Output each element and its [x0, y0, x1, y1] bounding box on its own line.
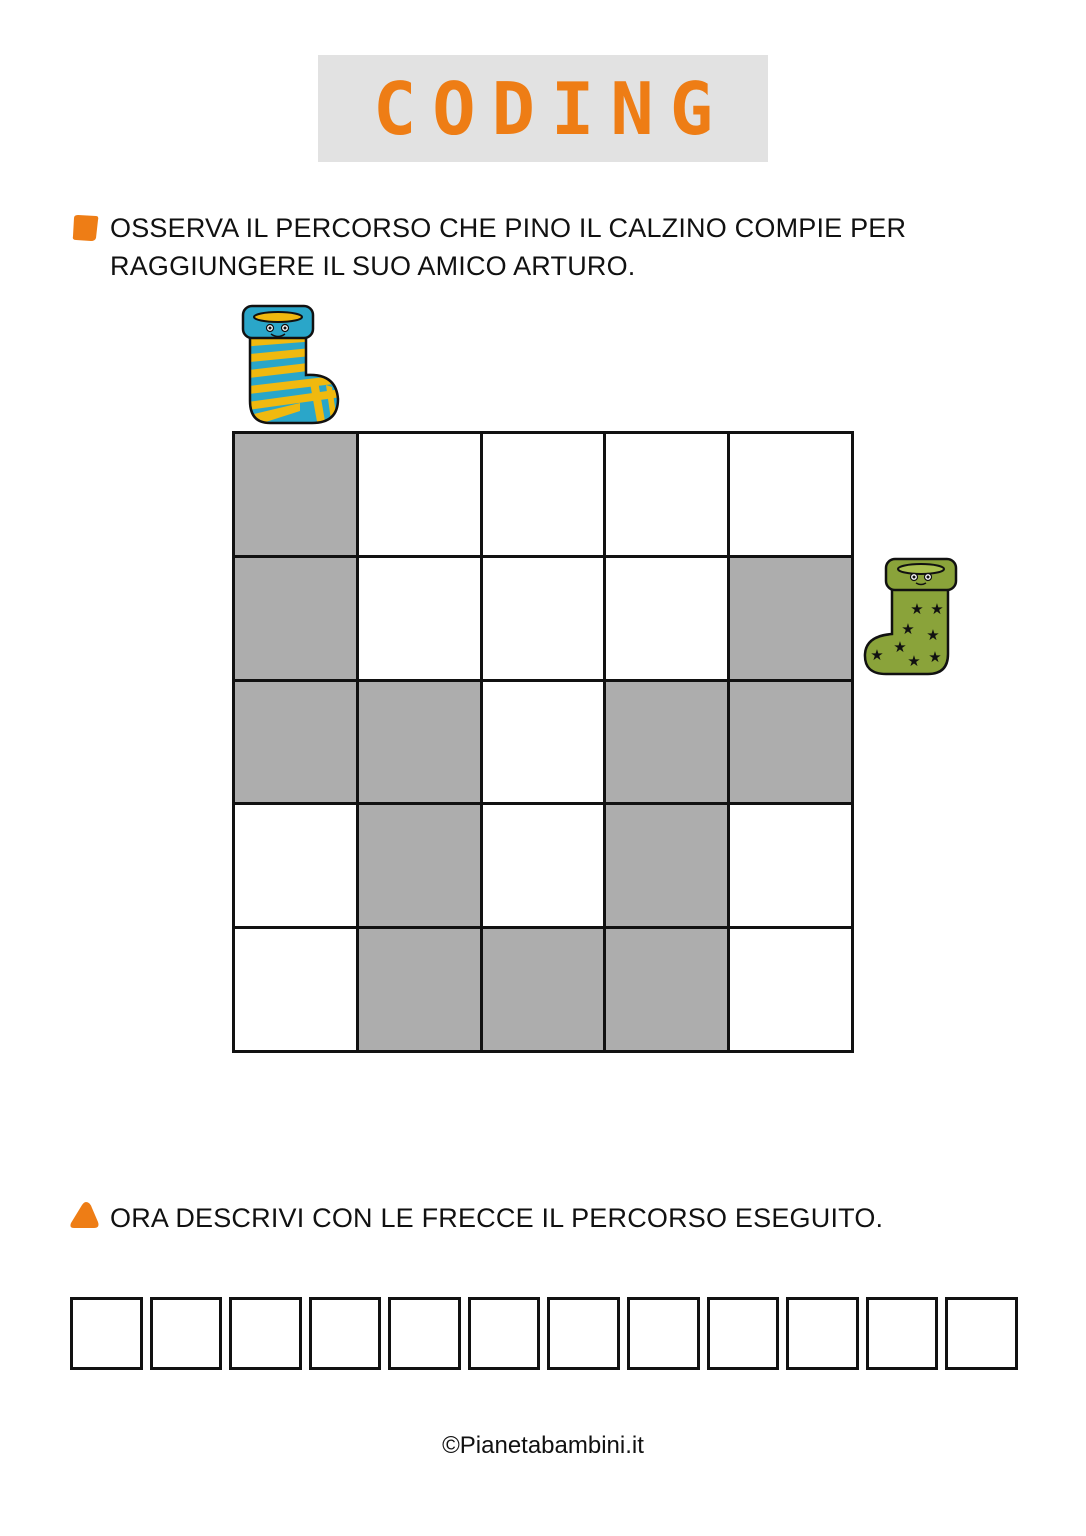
footer-copyright: ©Pianetabambini.it [442, 1432, 644, 1459]
grid-cell [235, 929, 356, 1050]
svg-text:★: ★ [926, 626, 940, 644]
grid-cell [483, 682, 604, 803]
grid-cell [606, 434, 727, 555]
svg-text:★: ★ [870, 646, 884, 664]
instruction-1-line-2: RAGGIUNGERE IL SUO AMICO ARTURO. [110, 251, 636, 281]
answer-box[interactable] [309, 1297, 382, 1370]
answer-box[interactable] [627, 1297, 700, 1370]
svg-text:★: ★ [893, 638, 907, 656]
answer-boxes [70, 1297, 1018, 1370]
grid-cell-shaded [235, 558, 356, 679]
svg-text:★: ★ [910, 600, 924, 618]
answer-box[interactable] [70, 1297, 143, 1370]
grid-cell [483, 558, 604, 679]
orange-square-bullet-icon [70, 213, 100, 243]
grid-cell-shaded [235, 434, 356, 555]
title-banner [318, 55, 768, 162]
svg-text:★: ★ [930, 600, 944, 618]
instruction-2: ORA DESCRIVI CON LE FRECCE IL PERCORSO ESEGUITO. [110, 1203, 884, 1233]
svg-text:★: ★ [901, 620, 915, 638]
grid-cell-shaded [606, 682, 727, 803]
grid-cell [606, 558, 727, 679]
grid-cell-shaded [606, 805, 727, 926]
grid-cell [730, 929, 851, 1050]
answer-box[interactable] [866, 1297, 939, 1370]
path-grid [232, 431, 854, 1053]
answer-box[interactable] [388, 1297, 461, 1370]
grid-cell [483, 434, 604, 555]
grid-cell [359, 558, 480, 679]
svg-text:★: ★ [928, 648, 942, 666]
answer-box[interactable] [150, 1297, 223, 1370]
grid-cell [730, 805, 851, 926]
grid-cell [730, 434, 851, 555]
grid-cell-shaded [359, 682, 480, 803]
grid-cell-shaded [730, 558, 851, 679]
grid-cell-shaded [483, 929, 604, 1050]
answer-box[interactable] [547, 1297, 620, 1370]
grid-cell-shaded [606, 929, 727, 1050]
orange-triangle-bullet-icon [68, 1200, 100, 1230]
grid-cell [359, 434, 480, 555]
grid-cell-shaded [235, 682, 356, 803]
grid-cell [483, 805, 604, 926]
grid-cell-shaded [359, 805, 480, 926]
answer-box[interactable] [468, 1297, 541, 1370]
answer-box[interactable] [945, 1297, 1018, 1370]
green-star-sock-icon [862, 556, 960, 680]
svg-text:★: ★ [907, 652, 921, 670]
striped-sock-icon [240, 303, 342, 427]
instruction-1-line-1: OSSERVA IL PERCORSO CHE PINO IL CALZINO COMPIE PER [110, 213, 907, 243]
instruction-1 [110, 209, 906, 285]
grid-cell-shaded [730, 682, 851, 803]
grid-cell [235, 805, 356, 926]
answer-box[interactable] [786, 1297, 859, 1370]
grid-cell-shaded [359, 929, 480, 1050]
answer-box[interactable] [229, 1297, 302, 1370]
page-title: CODING [372, 66, 730, 151]
answer-box[interactable] [707, 1297, 780, 1370]
